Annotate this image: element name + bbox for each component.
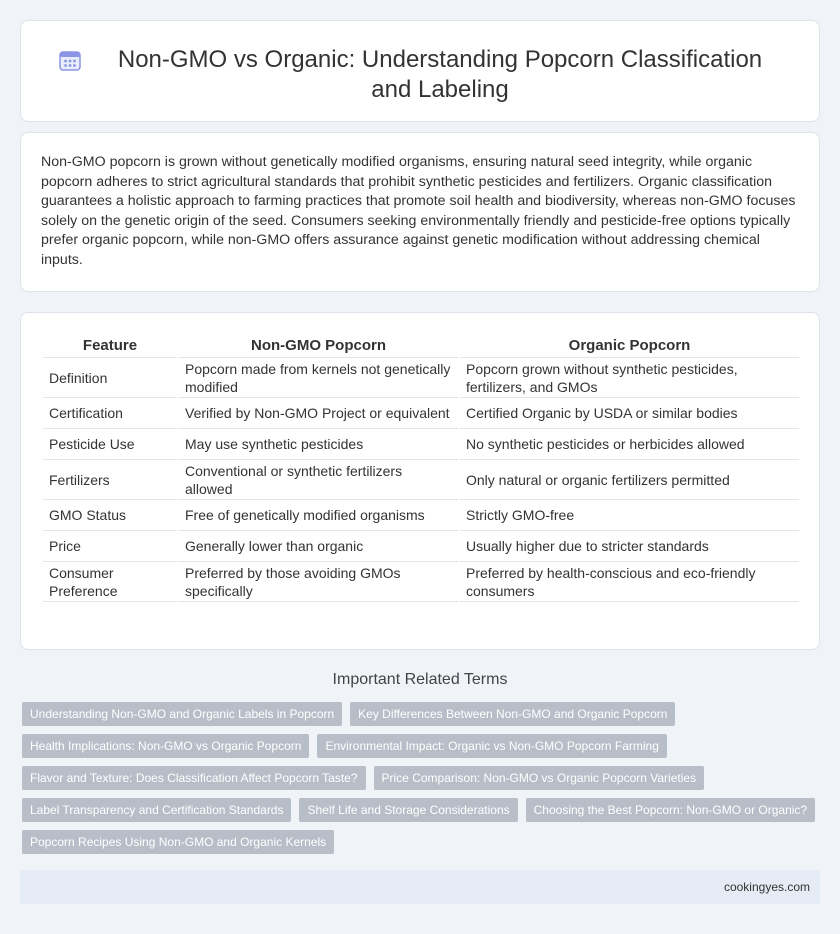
table-row — [43, 460, 799, 500]
table-header-row — [43, 335, 799, 358]
row-feature: Fertilizers — [43, 460, 177, 500]
row-organic: Strictly GMO-free — [460, 500, 799, 531]
footer-site-link[interactable]: cookingyes.com — [723, 880, 810, 894]
table-row — [43, 358, 799, 398]
table-row — [43, 398, 799, 429]
row-organic: Popcorn grown without synthetic pesticides, fertilizers, and GMOs — [460, 358, 799, 398]
footer — [20, 870, 820, 904]
title-card — [20, 20, 820, 122]
related-term-tag[interactable]: Choosing the Best Popcorn: Non-GMO or Organic? — [526, 798, 815, 822]
related-term-tag[interactable]: Health Implications: Non-GMO vs Organic Popcorn — [22, 734, 309, 758]
row-feature: Price — [43, 531, 177, 562]
table-row — [43, 429, 799, 460]
comparison-table-card — [20, 312, 820, 650]
row-non-gmo: Verified by Non-GMO Project or equivalent — [179, 398, 458, 429]
row-non-gmo: Popcorn made from kernels not genetically modified — [179, 358, 458, 398]
intro-card — [20, 132, 820, 292]
table-row — [43, 562, 799, 602]
row-feature: Consumer Preference — [43, 562, 177, 602]
row-feature: Definition — [43, 358, 177, 398]
row-feature: Certification — [43, 398, 177, 429]
comparison-table — [41, 335, 801, 602]
related-term-tag[interactable]: Price Comparison: Non-GMO vs Organic Popcorn Varieties — [374, 766, 705, 790]
row-feature: Pesticide Use — [43, 429, 177, 460]
related-term-tag[interactable]: Label Transparency and Certification Standards — [22, 798, 291, 822]
row-non-gmo: Preferred by those avoiding GMOs specifically — [179, 562, 458, 602]
table-row — [43, 500, 799, 531]
row-non-gmo: May use synthetic pesticides — [179, 429, 458, 460]
row-organic: Certified Organic by USDA or similar bodies — [460, 398, 799, 429]
table-row — [43, 531, 799, 562]
related-term-tag[interactable]: Flavor and Texture: Does Classification Affect Popcorn Taste? — [22, 766, 366, 790]
row-organic: Preferred by health-conscious and eco-friendly consumers — [460, 562, 799, 602]
related-term-tag[interactable]: Understanding Non-GMO and Organic Labels in Popcorn — [22, 702, 342, 726]
related-term-tag[interactable]: Popcorn Recipes Using Non-GMO and Organic Kernels — [22, 830, 334, 854]
related-terms-heading: Important Related Terms — [332, 671, 508, 688]
row-non-gmo: Conventional or synthetic fertilizers allowed — [179, 460, 458, 500]
header-non-gmo: Non-GMO Popcorn — [179, 335, 458, 358]
row-organic: Usually higher due to stricter standards — [460, 531, 799, 562]
related-term-tag[interactable]: Key Differences Between Non-GMO and Organic Popcorn — [350, 702, 675, 726]
related-term-tag[interactable]: Shelf Life and Storage Considerations — [299, 798, 517, 822]
row-organic: Only natural or organic fertilizers permitted — [460, 460, 799, 500]
row-non-gmo: Generally lower than organic — [179, 531, 458, 562]
header-feature: Feature — [43, 335, 177, 358]
page-title: Non-GMO vs Organic: Understanding Popcorn Classification and Labeling — [117, 46, 763, 103]
header-organic: Organic Popcorn — [460, 335, 799, 358]
related-term-tag[interactable]: Environmental Impact: Organic vs Non-GMO Popcorn Farming — [317, 734, 666, 758]
related-terms-list — [22, 702, 822, 862]
row-organic: No synthetic pesticides or herbicides allowed — [460, 429, 799, 460]
row-non-gmo: Free of genetically modified organisms — [179, 500, 458, 531]
row-feature: GMO Status — [43, 500, 177, 531]
intro-paragraph: Non-GMO popcorn is grown without genetically modified organisms, ensuring natural seed integrity, while organic popcorn adheres to strict agricultural standards that prohibit synthetic pesticides and fertilizers. Organic classification guarantees a holistic approach to farming practices that promote soil health and biodiversity, whereas non-GMO focuses solely on the genetic origin of the seed. Consumers seeking environmentally friendly and pesticide-free options typically prefer organic popcorn, while non-GMO offers assurance against genetic modification without addressing chemical inputs. — [41, 154, 796, 268]
